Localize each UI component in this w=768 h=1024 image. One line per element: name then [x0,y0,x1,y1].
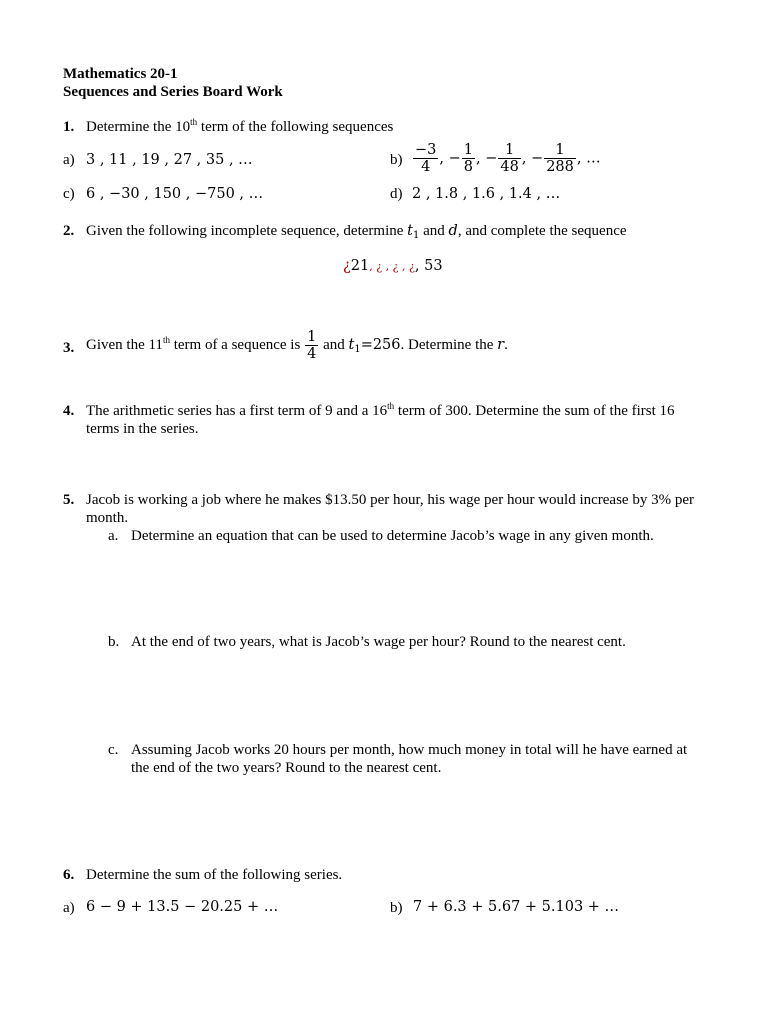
fraction-numerator: 1 [544,142,576,159]
q3-equation: =256 [360,336,401,353]
q1-c-label: c) [63,186,75,202]
variable-r: r [497,336,505,353]
q1-a-expression: 3 , 11 , 19 , 27 , 35 , … [86,152,253,168]
worksheet-title: Sequences and Series Board Work [63,84,283,100]
q5-c-line-1: Assuming Jacob works 20 hours per month, how much money in total will he have earned at [131,742,688,758]
q3-text: Given the 11 [86,336,163,353]
subscript: 1 [412,230,420,241]
q3-superscript: th [162,334,170,345]
q2-prompt [86,223,627,240]
ellipsis: , … [576,150,601,167]
q5-a-text: Determine an equation that can be used to determine Jacob’s wage in any given month. [131,528,654,544]
separator: , − [475,150,498,167]
q6-b-expression: 7 + 6.3 + 5.67 + 5.103 + … [413,899,620,915]
course-title: Mathematics 20-1 [63,66,178,82]
q2-text: Given the following incomplete sequence, determine [86,223,408,239]
q1-d-label: d) [390,186,403,202]
q3-text: . [504,336,508,353]
q1-a-label: a) [63,152,75,168]
fraction-numerator: 1 [463,142,473,158]
fraction-denominator: 4 [421,159,431,175]
q1-b-expression [412,142,601,175]
variable-d: d [448,223,458,239]
unknown-term: ¿ [343,258,351,274]
q5-b-label: b. [108,634,120,650]
fraction-numerator: 1 [307,329,317,345]
q1-b-fraction-1 [413,142,438,175]
q5-a-label: a. [108,528,119,544]
q1-b-label: b) [390,152,403,168]
q4-line-2: terms in the series. [86,421,199,437]
q5-c-line-2: the end of the two years? Round to the nearest cent. [131,760,442,776]
known-term: 21 [350,258,370,274]
q3-text: term of a sequence is [169,336,305,353]
q3-prompt [86,329,508,362]
q1-b-fraction-3 [498,142,520,175]
q6-a-expression: 6 − 9 + 13.5 − 20.25 + … [86,899,279,915]
q1-b-fraction-2 [462,142,475,175]
q6-b-label: b) [390,900,403,916]
fraction-denominator: 8 [463,159,473,175]
q5-c-label: c. [108,742,119,758]
fraction-denominator: 4 [307,346,317,362]
fraction-numerator: −3 [415,142,437,158]
q5-line-1: Jacob is working a job where he makes $13.50 per hour, his wage per hour would increase by 3% per [86,492,694,508]
q5-number: 5. [63,492,75,508]
q1-c-expression: 6 , −30 , 150 , −750 , … [86,186,264,202]
q1-superscript: th [190,117,198,127]
q5-b-text: At the end of two years, what is Jacob’s wage per hour? Round to the nearest cent. [131,634,626,650]
q5-line-2: month. [86,510,129,526]
separator: , − [439,150,461,167]
q1-number: 1. [63,119,75,135]
q3-fraction [305,329,318,362]
q4-number: 4. [63,403,75,419]
q1-text-before: Determine the 10 [86,119,191,135]
q6-prompt: Determine the sum of the following series. [86,867,343,883]
q2-number: 2. [63,223,75,239]
fraction-denominator: 48 [500,159,519,175]
q1-d-expression: 2 , 1.8 , 1.6 , 1.4 , … [412,186,561,202]
q1-b-fraction-4 [544,142,576,175]
q6-number: 6. [63,867,75,883]
q4-line-1 [86,403,675,420]
q4-text: term of 300. Determine the sum of the first 16 [394,403,675,419]
unknown-terms: , ¿ , ¿ , ¿ [369,260,415,273]
q2-sequence [343,258,443,274]
q1-prompt [86,119,393,136]
q4-text: The arithmetic series has a first term of 9 and a 16 [86,403,388,419]
fraction-denominator: 288 [546,159,574,175]
q4-superscript: th [387,401,395,411]
fraction-numerator: 1 [498,142,520,159]
q2-text: , and complete the sequence [457,223,627,239]
variable-t: t [348,336,355,353]
q1-text-after: term of the following sequences [197,119,394,135]
q2-text: and [419,223,449,239]
variable-t: t [407,223,413,239]
q3-text: . Determine the [400,336,498,353]
q3-text: and [319,336,349,353]
separator: , − [521,150,544,167]
q3-number: 3. [63,340,75,356]
q6-a-label: a) [63,900,75,916]
known-term: , 53 [414,258,443,274]
subscript: 1 [354,343,361,355]
